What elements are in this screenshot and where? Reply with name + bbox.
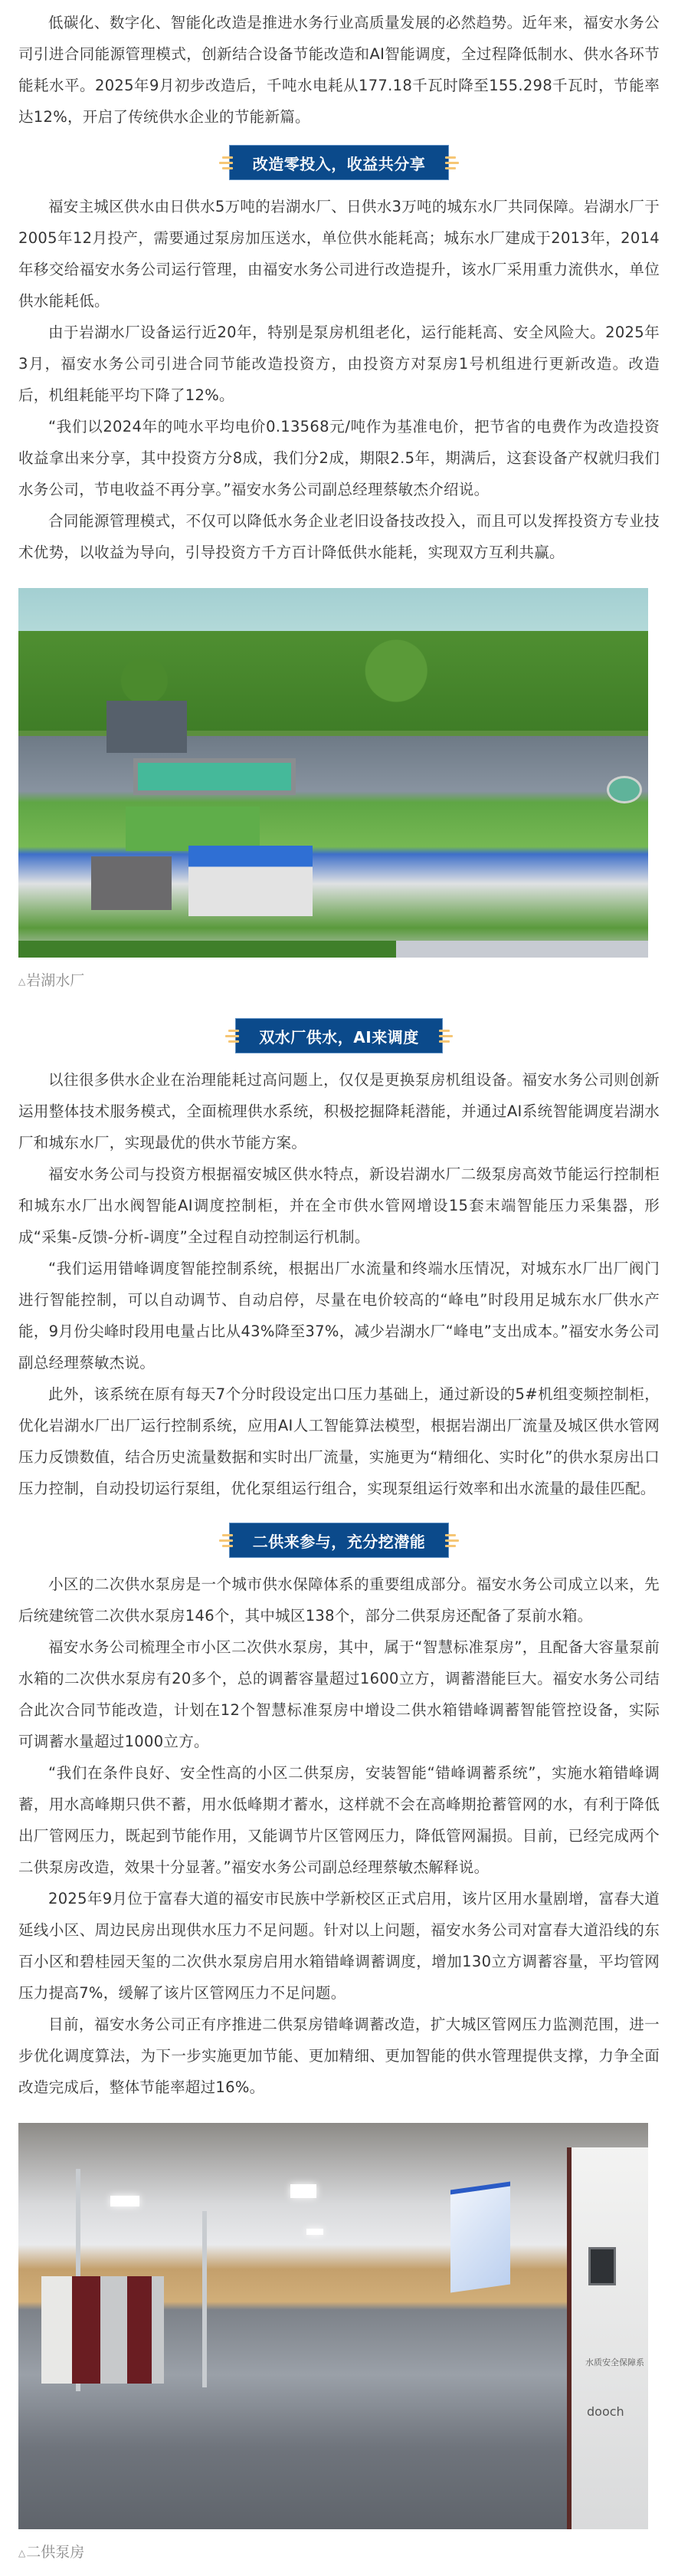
- header-decoration-right-icon: [445, 155, 459, 170]
- header-decoration-left-icon: [219, 1533, 233, 1548]
- paragraph: 福安水务公司梳理全市小区二次供水泵房，其中，属于“智慧标准泵房”，且配备大容量泵前水箱的二次供水泵房有20多个，总的调蓄容量超过1600立方，调蓄潜能巨大。福安水务公司结合此次合同节能改造，计划在12个智慧标准泵房中增设二供水箱错峰调蓄智能管控设备，实际可调蓄水量超过1000立方。: [18, 1638, 660, 1750]
- water-quality-cabinet: [567, 2147, 648, 2529]
- intro-paragraph: 低碳化、数字化、智能化改造是推进水务行业高质量发展的必然趋势。近年来，福安水务公司引进合同能源管理模式，创新结合设备节能改造和AI智能调度，全过程降低制水、供水各环节能耗水平。2025年9月初步改造后，千吨水电耗从177.18千瓦时降至155.298千瓦时，节能率达12%，开启了传统供水企业的节能新篇。: [18, 14, 660, 126]
- aerial-photo-yanhu-water-plant: [18, 588, 648, 958]
- image-caption: [18, 958, 660, 991]
- paragraph: “我们运用错峰调度智能控制系统，根据出厂水流量和终端水压情况，对城东水厂出厂阀门进行智能控制，可以自动调节、自动启停，尽量在电价较高的“峰电”时段用足城东水厂供水产能，9月份尖峰时段用电量占比从43%降至37%，减少岩湖水厂“峰电”支出成本。”福安水务公司副总经理蔡敏杰说。: [18, 1260, 660, 1372]
- building-gray: [91, 856, 172, 910]
- image-caption: [18, 2529, 660, 2562]
- section-title: 双水厂供水，AI来调度: [259, 1027, 419, 1046]
- paragraph: 2025年9月位于富春大道的福安市民族中学新校区正式启用，该片区用水量剧增，富春大道延线小区、周边民房出现供水压力不足问题。针对以上问题，福安水务公司对富春大道沿线的东百小区和碧桂园天玺的二次供水泵房启用水箱错峰调蓄调度，增加130立方调蓄容量，平均管网压力提高7%，缓解了该片区管网压力不足问题。: [18, 1890, 660, 2002]
- paragraph: 福安水务公司与投资方根据福安城区供水特点，新设岩湖水厂二级泵房高效节能运行控制柜和城东水厂出水阀智能AI调度控制柜，并在全市供水管网增设15套末端智能压力采集器，形成“采集-反馈-分析-调度”全过程自动控制运行机制。: [18, 1165, 660, 1246]
- section-title: 改造零投入，收益共分享: [252, 154, 426, 173]
- section-header-box: [229, 1523, 450, 1558]
- cabinet-brand: dooch: [587, 2404, 624, 2419]
- paragraph: 目前，福安水务公司正有序推进二供泵房错峰调蓄改造，扩大城区管网压力监测范围，进一步优化调度算法，为下一步实施更加节能、更加精细、更加智能的供水管理提供支撑，力争全面改造完成后，整体节能率超过16%。: [18, 2016, 660, 2096]
- ceiling-light: [290, 2184, 316, 2198]
- building-blue-roof: [188, 846, 313, 916]
- header-decoration-left-icon: [219, 155, 233, 170]
- header-decoration-left-icon: [225, 1028, 239, 1043]
- paragraph: 福安主城区供水由日供水5万吨的岩湖水厂、日供水3万吨的城东水厂共同保障。岩湖水厂于2005年12月投产，需要通过泵房加压送水，单位供水能耗高；城东水厂建成于2013年，2014年移交给福安水务公司运行管理，由福安水务公司进行改造提升，该水厂采用重力流供水，单位供水能耗低。: [18, 198, 660, 310]
- section-title: 二供来参与，充分挖潜能: [252, 1532, 426, 1551]
- caption-text: 岩湖水厂: [26, 972, 85, 989]
- round-tank: [607, 776, 642, 803]
- header-decoration-right-icon: [445, 1533, 459, 1548]
- paragraph: “我们以2024年的吨水平均电价0.13568元/吨作为基准电价，把节省的电费作为改造投资收益拿出来分享，其中投资方分8成，我们分2成，期限2.5年，期满后，这套设备产权就归我们水务公司，节电收益不再分享。”福安水务公司副总经理蔡敏杰介绍说。: [18, 418, 660, 498]
- building-dark: [106, 701, 187, 753]
- header-decoration-right-icon: [439, 1028, 453, 1043]
- lawn: [126, 807, 260, 851]
- section-header-2: [18, 1017, 660, 1055]
- road: [18, 941, 648, 958]
- section-header-box: [229, 145, 450, 180]
- display-board: [450, 2182, 510, 2293]
- paragraph: 此外，该系统在原有每天7个分时段设定出口压力基础上，通过新设的5#机组变频控制柜，优化岩湖水厂出厂运行控制系统，应用AI人工智能算法模型，根据岩湖出厂流量及城区供水管网压力反馈数值，结合历史流量数据和实时出厂流量，实施更为“精细化、实时化”的供水泵房出口压力控制，自动投切运行泵组，优化泵组运行组合，实现泵组运行效率和出水流量的最佳匹配。: [18, 1385, 660, 1497]
- cabinet-label: 水质安全保障系: [585, 2358, 644, 2367]
- lake-water: [18, 588, 648, 636]
- control-screen: [588, 2247, 616, 2285]
- paragraph: “我们在条件良好、安全性高的小区二供泵房，安装智能“错峰调蓄系统”，实施水箱错峰调蓄，用水高峰期只供不蓄，用水低峰期才蓄水，这样就不会在高峰期抢蓄管网的水，有利于降低出厂管网压力，既起到节能作用，又能调节片区管网压力，降低管网漏损。目前，已经完成两个二供泵房改造，效果十分显著。”福安水务公司副总经理蔡敏杰解释说。: [18, 1764, 660, 1876]
- paragraph: 小区的二次供水泵房是一个城市供水保障体系的重要组成部分。福安水务公司成立以来，先后统建统管二次供水泵房146个，其中城区138个，部分二供泵房还配备了泵前水箱。: [18, 1576, 660, 1625]
- ceiling-light: [306, 2229, 323, 2235]
- ceiling-light: [110, 2196, 139, 2206]
- paragraph: 合同能源管理模式，不仅可以降低水务企业老旧设备技改投入，而且可以发挥投资方专业技术优势，以收益为导向，引导投资方千方百计降低供水能耗，实现双方互利共赢。: [18, 512, 660, 561]
- caption-text: 二供泵房: [26, 2544, 85, 2561]
- paragraph: 由于岩湖水厂设备运行近20年，特别是泵房机组老化，运行能耗高、安全风险大。2025年3月，福安水务公司引进合同节能改造投资方，由投资方对泵房1号机组进行更新改造。改造后，机组耗能平均下降了12%。: [18, 324, 660, 404]
- section-header-3: [18, 1521, 660, 1559]
- pipe: [202, 2211, 207, 2387]
- paragraph: 以往很多供水企业在治理能耗过高问题上，仅仅是更换泵房机组设备。福安水务公司则创新运用整体技术服务模式，全面梳理供水系统，积极挖掘降耗潜能，并通过AI系统智能调度岩湖水厂和城东水厂，实现最优的供水节能方案。: [18, 1071, 660, 1152]
- caption-triangle-icon: △: [18, 976, 26, 987]
- pump-equipment: [41, 2276, 164, 2384]
- caption-triangle-icon: △: [18, 2548, 26, 2558]
- photo-secondary-pump-room: [18, 2123, 648, 2529]
- treatment-pool: [133, 758, 296, 795]
- section-header-1: [18, 143, 660, 182]
- section-header-box: [235, 1018, 442, 1053]
